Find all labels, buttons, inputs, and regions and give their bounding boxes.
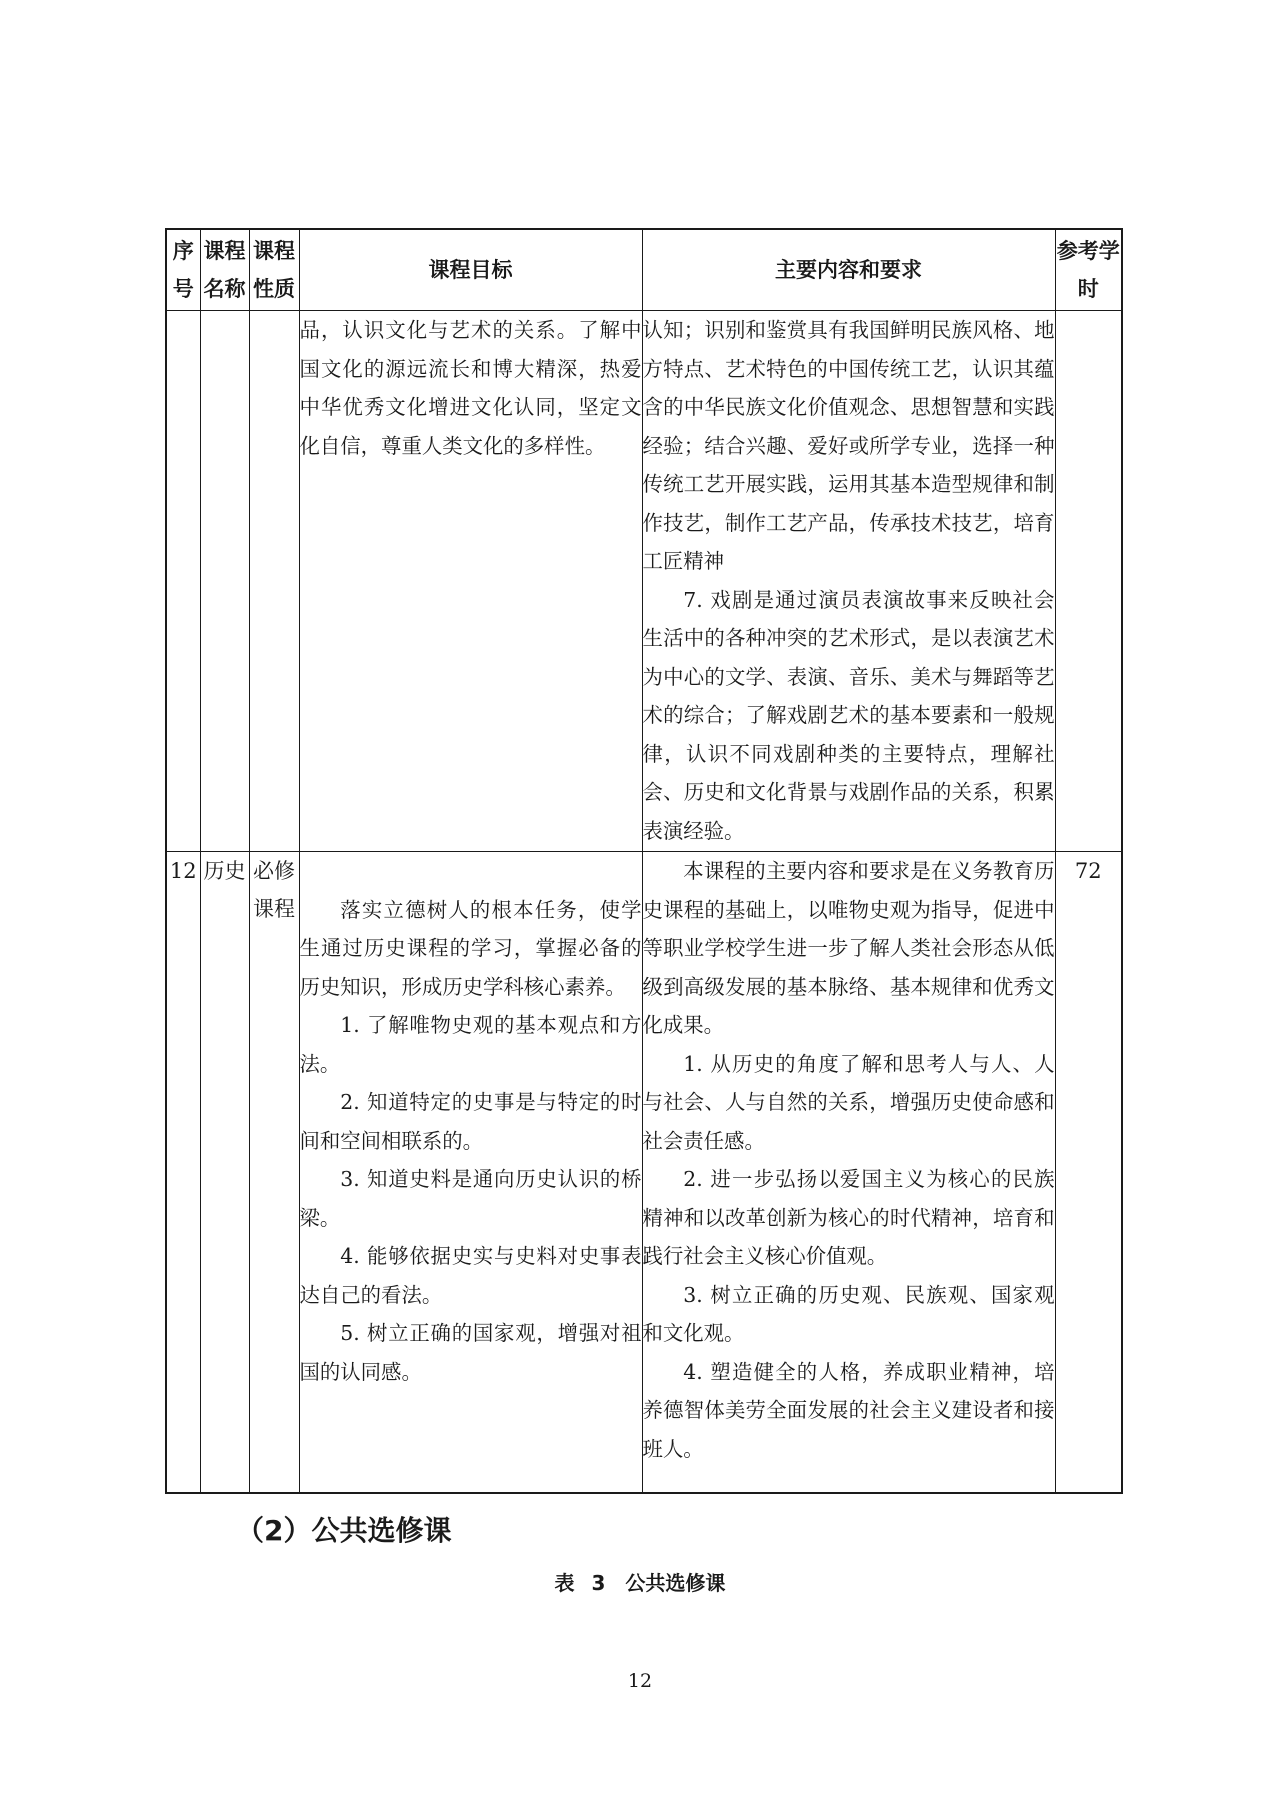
header-index: 序号 [166,229,200,311]
goal-item: 3. 知道史料是通向历史认识的桥梁。 [299,1167,642,1230]
header-course-nature: 课程性质 [249,229,299,311]
table-row [166,311,1122,852]
curriculum-table [165,228,1123,1494]
content-paragraph: 7. 戏剧是通过演员表演故事来反映社会生活中的各种冲突的艺术形式，是以表演艺术为中心的文学、表演、音乐、美术与舞蹈等艺术的综合；了解戏剧艺术的基本要素和一般规律，认识不同戏剧种类的主要特点，理解社会、历史和文化背景与戏剧作品的关系，积累表演经验。 [642,587,1055,843]
section-heading: （2）公共选修课 [236,1514,452,1547]
cell-index: 12 [166,852,200,1494]
content-item: 4. 塑造健全的人格，养成职业精神，培养德智体美劳全面发展的社会主义建设者和接班人。 [642,1359,1055,1461]
goal-item: 1. 了解唯物史观的基本观点和方法。 [299,1013,642,1076]
cell-reference-hours [1055,311,1122,852]
table-caption: 表 3 公共选修课 [554,1571,726,1595]
cell-course-nature [249,311,299,852]
goal-paragraph: 品，认识文化与艺术的关系。了解中国文化的源远流长和博大精深，热爱中华优秀文化增进文化认同，坚定文化自信，尊重人类文化的多样性。 [299,318,642,458]
header-content-requirements: 主要内容和要求 [642,229,1055,311]
cell-course-nature: 必修课程 [249,852,299,1494]
goal-item: 2. 知道特定的史事是与特定的时间和空间相联系的。 [299,1090,642,1153]
cell-index [166,311,200,852]
cell-course-goals [299,852,642,1494]
cell-course-name: 历史 [200,852,249,1494]
header-course-goals: 课程目标 [299,229,642,311]
page-number: 12 [627,1670,653,1692]
table-header-row [166,229,1122,311]
header-course-name: 课程名称 [200,229,249,311]
cell-content-requirements [642,852,1055,1494]
cell-reference-hours: 72 [1055,852,1122,1494]
content-item: 3. 树立正确的历史观、民族观、国家观和文化观。 [642,1282,1055,1345]
cell-course-goals [299,311,642,852]
content-item: 1. 从历史的角度了解和思考人与人、人与社会、人与自然的关系，增强历史使命感和社会责任感。 [642,1051,1055,1153]
content-paragraph: 认知；识别和鉴赏具有我国鲜明民族风格、地方特点、艺术特色的中国传统工艺，认识其蕴含的中华民族文化价值观念、思想智慧和实践经验；结合兴趣、爱好或所学专业，选择一种传统工艺开展实践，运用其基本造型规律和制作技艺，制作工艺产品，传承技术技艺，培育工匠精神 [642,318,1055,573]
content-item: 2. 进一步弘扬以爱国主义为核心的民族精神和以改革创新为核心的时代精神，培育和践行社会主义核心价值观。 [642,1167,1055,1268]
goal-paragraph: 落实立德树人的根本任务，使学生通过历史课程的学习，掌握必备的历史知识，形成历史学科核心素养。 [299,897,642,999]
content-paragraph: 本课程的主要内容和要求是在义务教育历史课程的基础上，以唯物史观为指导，促进中等职业学校学生进一步了解人类社会形态从低级到高级发展的基本脉络、基本规律和优秀文化成果。 [642,859,1055,1037]
cell-course-name [200,311,249,852]
goal-item: 4. 能够依据史实与史料对史事表达自己的看法。 [299,1244,642,1307]
goal-leading-space [300,852,642,891]
cell-content-requirements [642,311,1055,852]
goal-item: 5. 树立正确的国家观，增强对祖国的认同感。 [299,1321,642,1384]
table-row [166,852,1122,1494]
header-reference-hours: 参考学时 [1055,229,1122,311]
